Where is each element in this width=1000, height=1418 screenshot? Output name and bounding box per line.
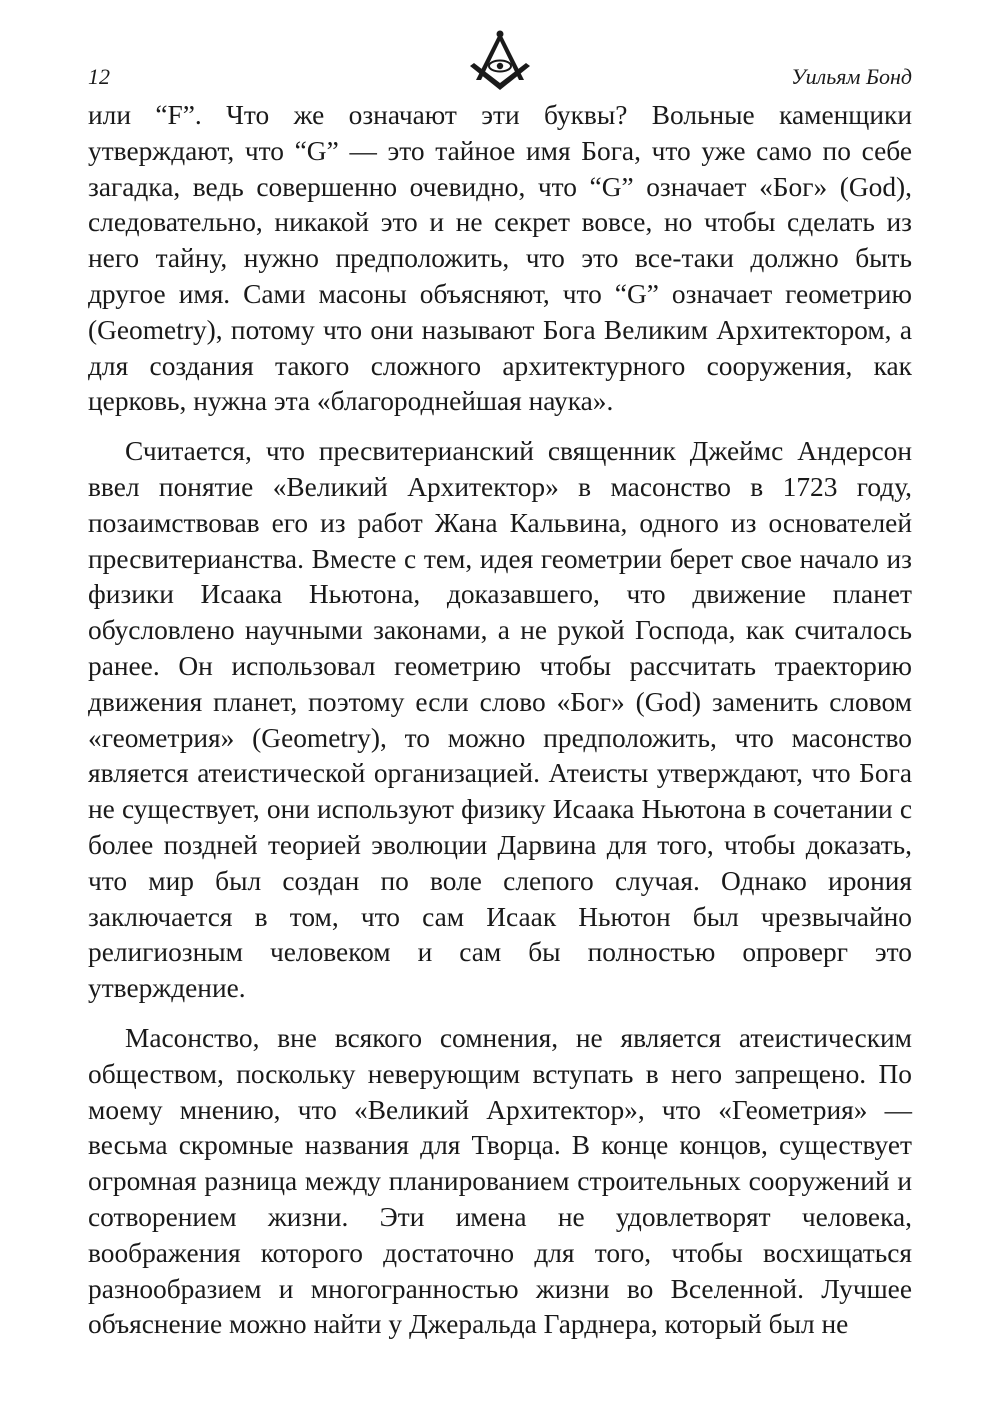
running-head: Уильям Бонд — [791, 64, 912, 89]
body-text — [88, 98, 912, 1357]
square-and-compasses-icon — [466, 30, 534, 92]
paragraph: Масонство, вне всякого сомнения, не является атеистическим обществом, поскольку неверующим вступать в него запрещено. По моему мнению, что «Великий Архитектор», что «Геометрия» — весьма скромные названия для Творца. В конце концов, существует огромная разница между планированием строительных сооружений и сотворением жизни. Эти имена не удовлетворят человека, воображения которого достаточно для того, чтобы восхищаться разнообразием и многогранностью жизни во Вселенной. Лучшее объяснение можно найти у Джеральда Гарднера, который был не — [88, 1022, 912, 1340]
paragraph: или “F”. Что же означают эти буквы? Вольные каменщики утверждают, что “G” — это тайное имя Бога, что уже само по себе загадка, ведь совершенно очевидно, что “G” означает «Бог» (God), следовательно, никакой это и не секрет вовсе, но чтобы сделать из него тайну, нужно предположить, что это все-таки должно быть другое имя. Сами масоны объясняют, что “G” означает геометрию (Geometry), потому что они называют Бога Великим Архитектором, а для создания такого сложного архитектурного сооружения, как церковь, нужна эта «благороднейшая наука». — [88, 100, 912, 417]
page-header — [88, 30, 912, 100]
paragraph: Считается, что пресвитерианский священник Джеймс Андерсон ввел понятие «Великий Архитектор» в масонство в 1723 году, позаимствовав его из работ Жана Кальвина, одного из основателей пресвитерианства. Вместе с тем, идея геометрии берет свое начало из физики Исаака Ньютона, доказавшего, что движение планет обусловлено научными законами, а не рукой Господа, как считалось ранее. Он использовал геометрию чтобы рассчитать траекторию движения планет, поэтому если слово «Бог» (God) заменить словом «геометрия» (Geometry), то можно предположить, что масонство является атеистической организацией. Атеисты утверждают, что Бога не существует, они используют физику Исаака Ньютона в сочетании с более поздней теорией эволюции Дарвина для того, чтобы доказать, что мир был создан по воле слепого случая. Однако ирония заключается в том, что сам Исаак Ньютон был чрезвычайно религиозным человеком и сам бы полностью опроверг это утверждение. — [88, 436, 912, 1004]
page-number: 12 — [88, 64, 110, 89]
